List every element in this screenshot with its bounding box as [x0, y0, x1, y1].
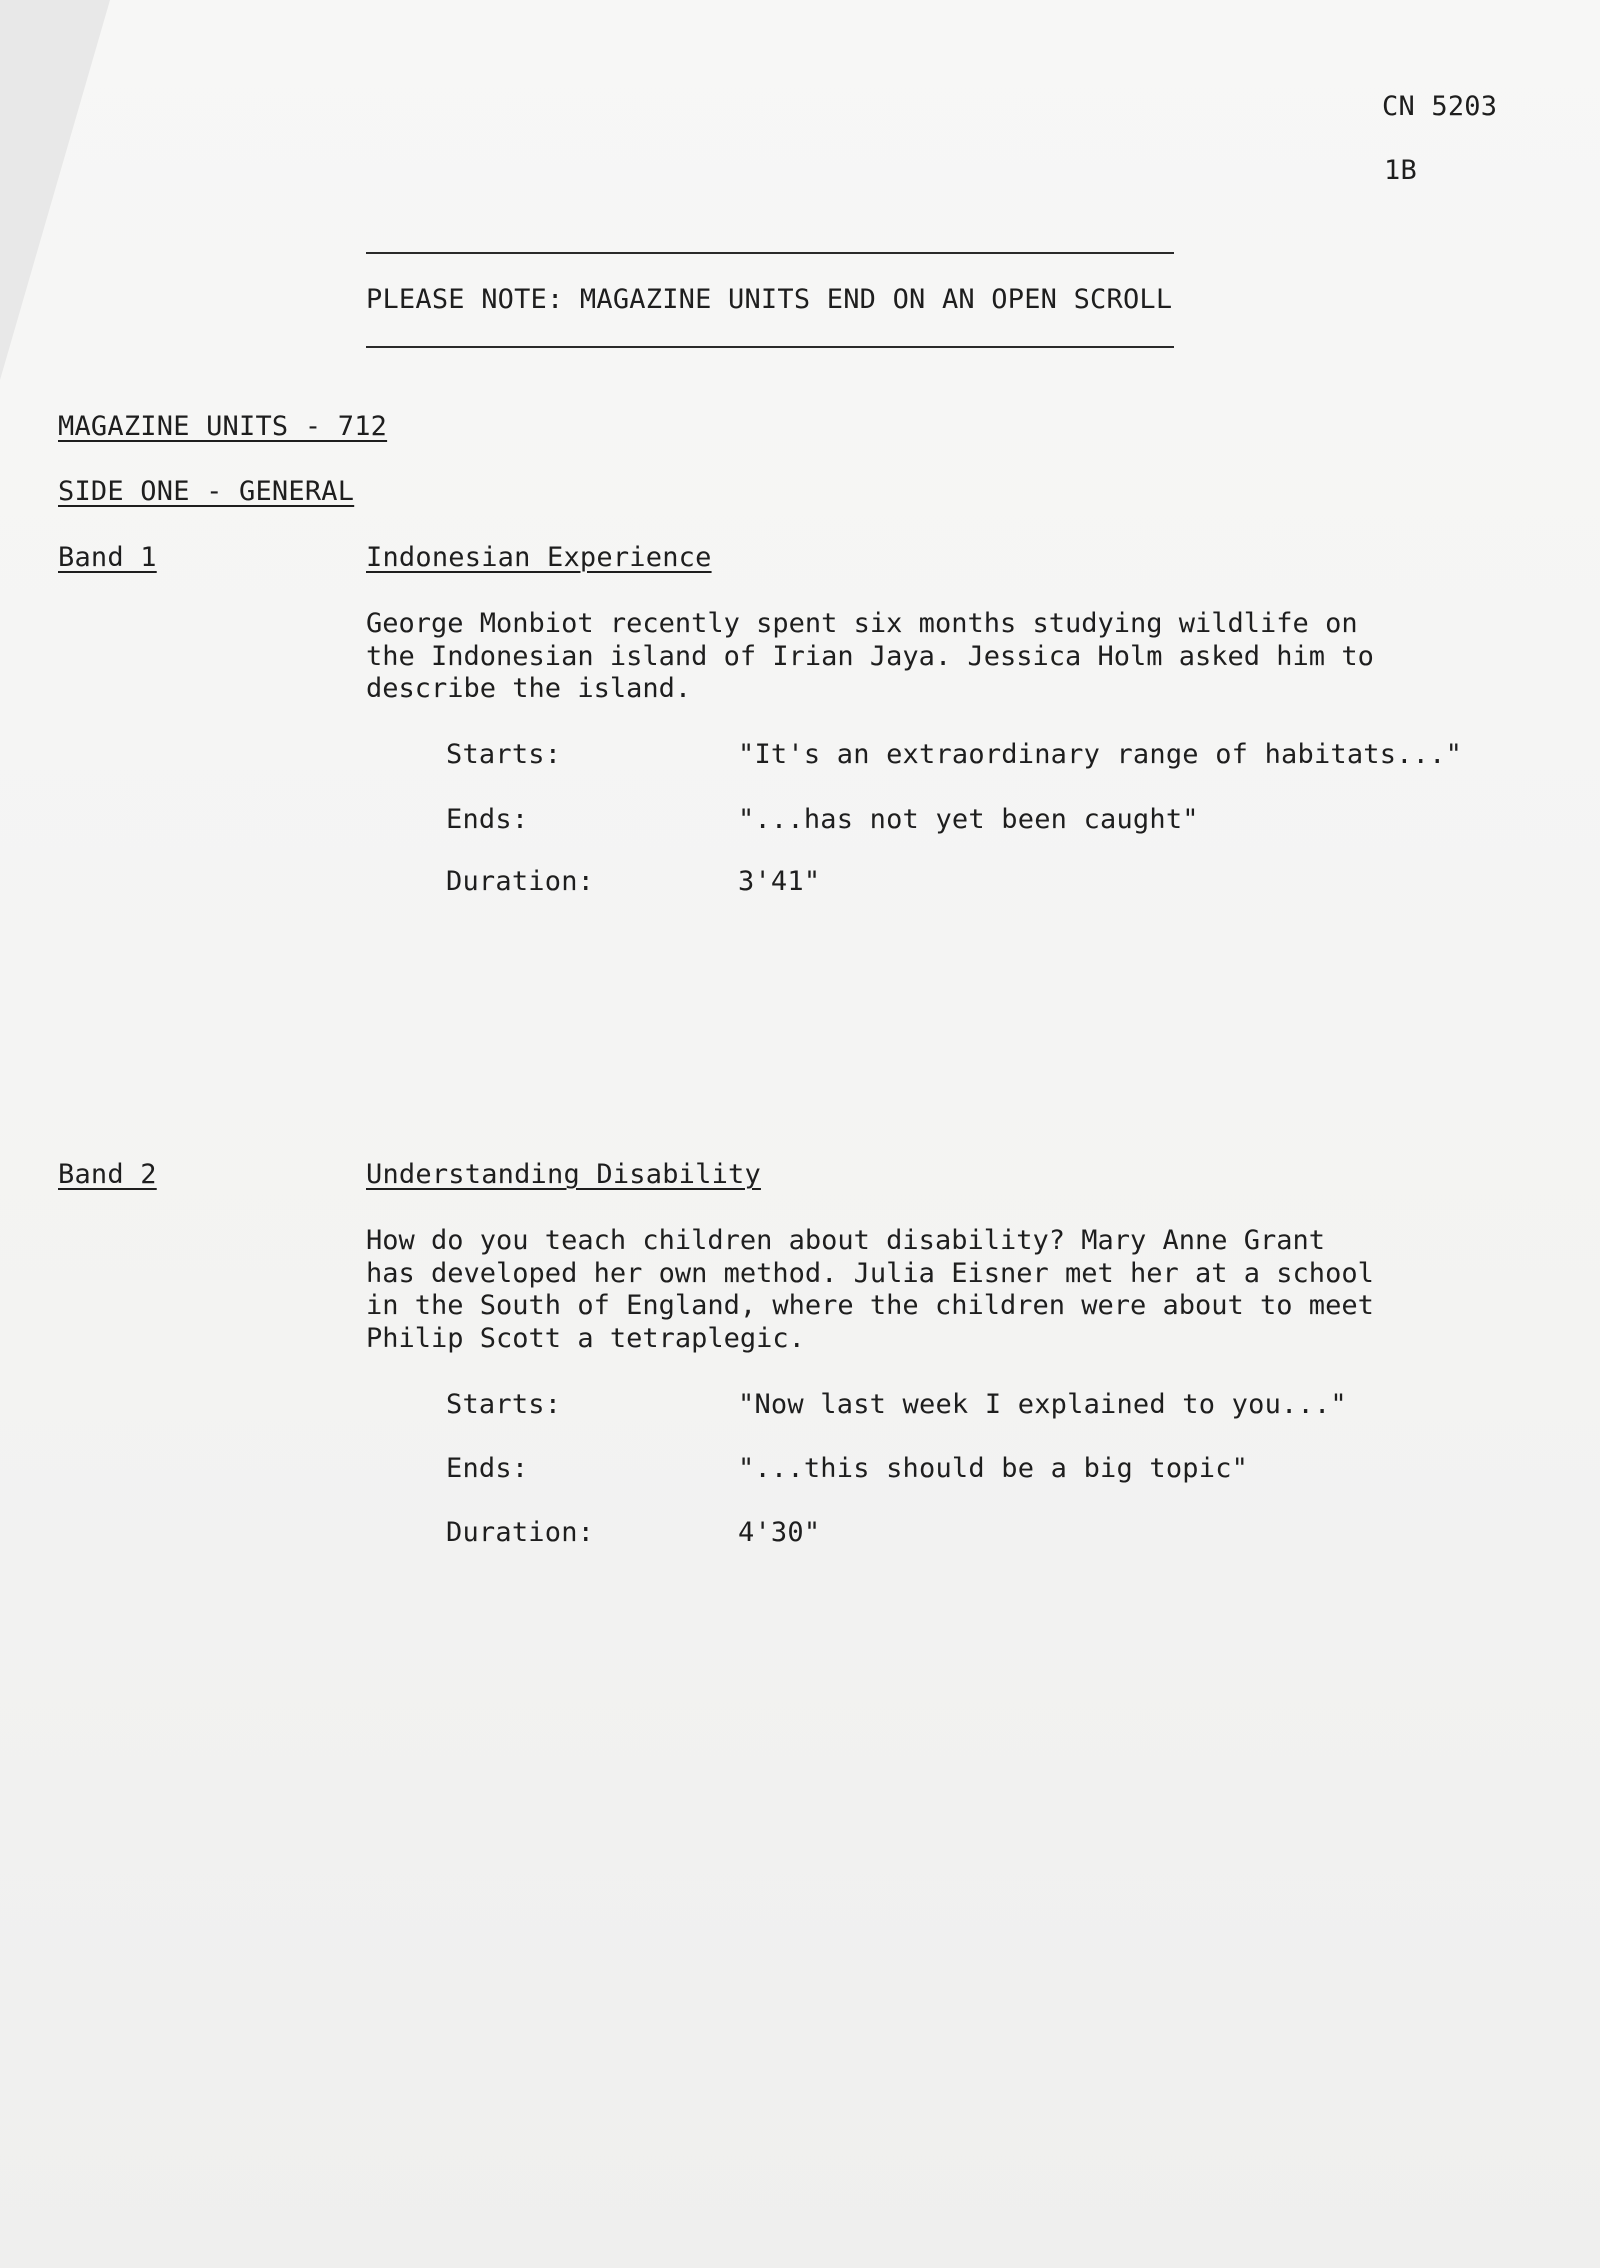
band-1-label: Band 1: [58, 542, 157, 573]
band-1-starts-label: Starts:: [446, 739, 562, 770]
side-heading: SIDE ONE - GENERAL: [58, 476, 355, 507]
band-2-ends-label: Ends:: [446, 1453, 529, 1484]
band-2-description-line: in the South of England, where the children were about to meet: [366, 1290, 1374, 1321]
band-2-starts-value: "Now last week I explained to you...": [738, 1389, 1347, 1420]
band-2-duration-label: Duration:: [446, 1517, 595, 1548]
band-1-title: Indonesian Experience: [366, 542, 712, 573]
band-2-description: [366, 1225, 1386, 1355]
band-1-ends-label: Ends:: [446, 804, 529, 835]
band-1-description: [366, 608, 1386, 706]
notice-top-rule: [366, 252, 1174, 254]
band-2-title: Understanding Disability: [366, 1159, 761, 1190]
band-1-ends-value: "...has not yet been caught": [738, 804, 1199, 835]
section-title: MAGAZINE UNITS - 712: [58, 411, 388, 442]
band-2-description-line: has developed her own method. Julia Eisner met her at a school: [366, 1257, 1374, 1289]
band-1-description-line: describe the island.: [366, 673, 692, 704]
band-2-description-line: Philip Scott a tetraplegic.: [366, 1322, 805, 1354]
reference-code: CN 5203: [1382, 91, 1498, 122]
band-2-starts-label: Starts:: [446, 1389, 562, 1420]
band-1-description-line: the Indonesian island of Irian Jaya. Jessica Holm asked him to: [366, 640, 1374, 672]
band-2-description-line: How do you teach children about disability? Mary Anne Grant: [366, 1225, 1326, 1256]
band-2-ends-value: "...this should be a big topic": [738, 1453, 1249, 1484]
band-1-description-line: George Monbiot recently spent six months studying wildlife on: [366, 608, 1358, 639]
band-1-starts-value: "It's an extraordinary range of habitats...": [738, 739, 1463, 770]
band-1-duration-label: Duration:: [446, 866, 595, 897]
notice-bottom-rule: [366, 346, 1174, 348]
page-fold-shadow: [0, 0, 110, 380]
band-2-label: Band 2: [58, 1159, 157, 1190]
band-1-duration-value: 3'41": [738, 866, 821, 897]
page-identifier: 1B: [1384, 155, 1417, 186]
notice-text: PLEASE NOTE: MAGAZINE UNITS END ON AN OPEN SCROLL: [366, 284, 1173, 315]
band-2-duration-value: 4'30": [738, 1517, 821, 1548]
